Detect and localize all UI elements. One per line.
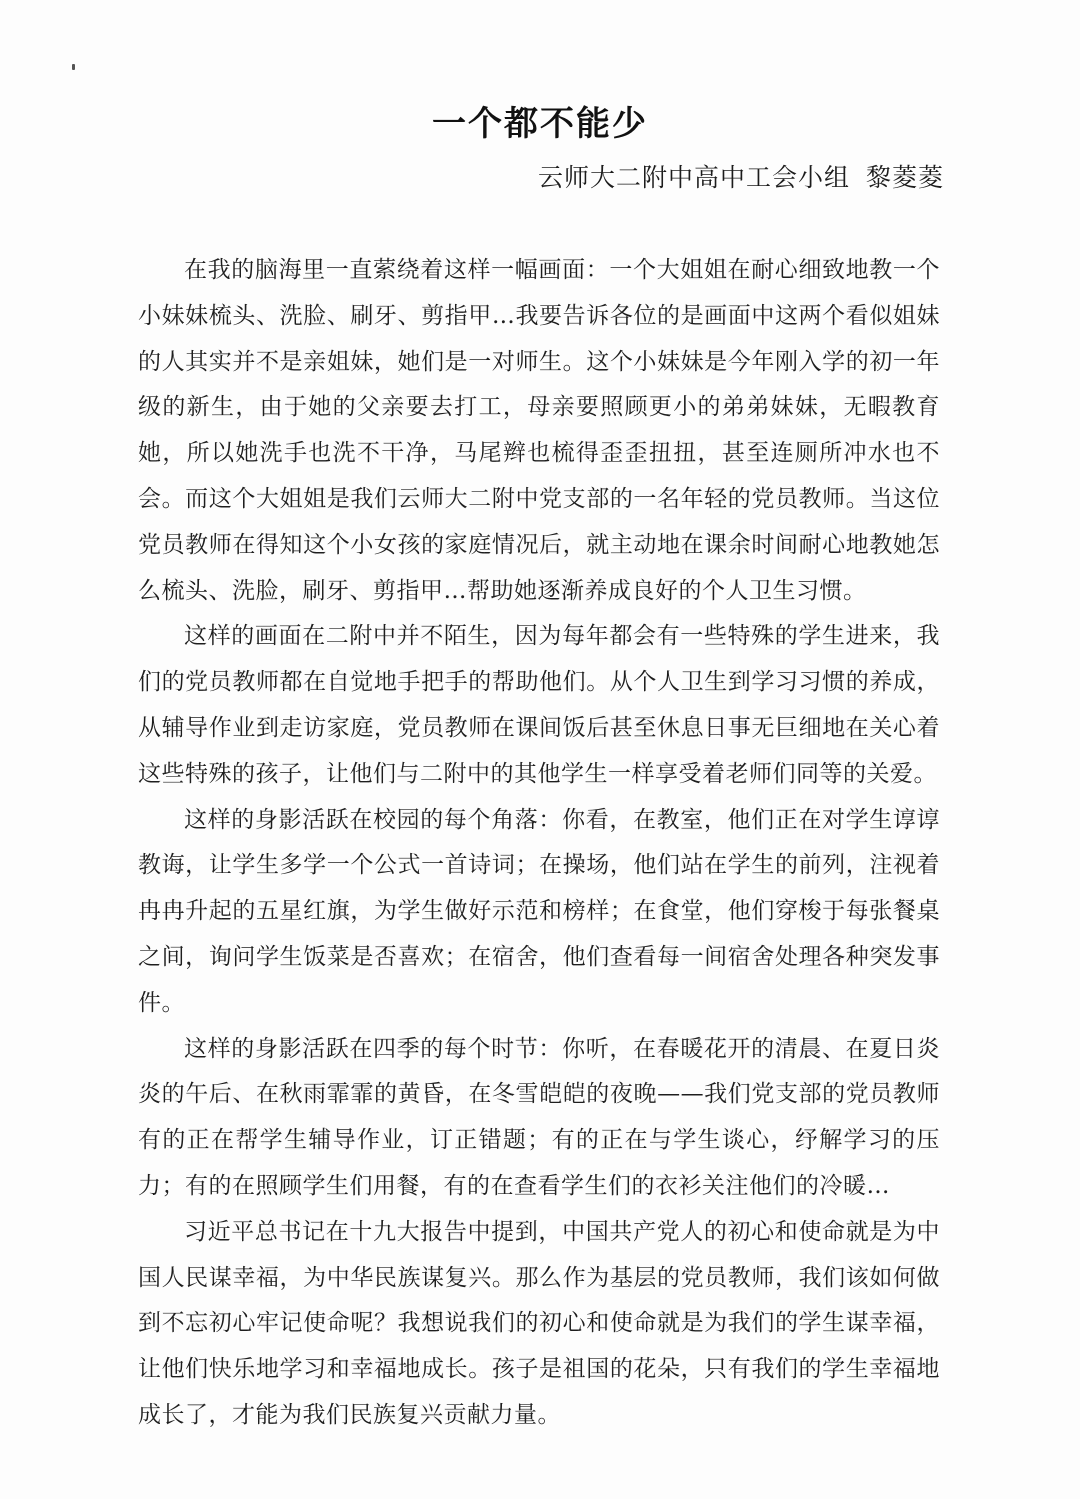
byline-organization: 云师大二附中高中工会小组 — [537, 163, 850, 192]
scan-speck — [72, 64, 75, 70]
byline — [538, 158, 944, 194]
article-body — [138, 248, 940, 1439]
document-title: 一个都不能少 — [432, 104, 648, 144]
paragraph: 这样的身影活跃在四季的每个时节：你听，在春暖花开的清晨、在夏日炎炎的午后、在秋雨霏霏的黄昏，在冬雪皑皑的夜晚——我们党支部的党员教师有的正在帮学生辅导作业，订正错题；有的正在与学生谈心，纾解学习的压力；有的在照顾学生们用餐，有的在查看学生们的衣衫关注他们的冷暖… — [138, 1035, 940, 1199]
paragraph: 习近平总书记在十九大报告中提到，中国共产党人的初心和使命就是为中国人民谋幸福，为中华民族谋复兴。那么作为基层的党员教师，我们该如何做到不忘初心牢记使命呢？我想说我们的初心和使命就是为我们的学生谋幸福，让他们快乐地学习和幸福地成长。孩子是祖国的花朵，只有我们的学生幸福地成长了，才能为我们民族复兴贡献力量。 — [138, 1218, 940, 1428]
paragraph: 在我的脑海里一直萦绕着这样一幅画面：一个大姐姐在耐心细致地教一个小妹妹梳头、洗脸、刷牙、剪指甲…我要告诉各位的是画面中这两个看似姐妹的人其实并不是亲姐妹，她们是一对师生。这个小妹妹是今年刚入学的初一年级的新生，由于她的父亲要去打工，母亲要照顾更小的弟弟妹妹，无暇教育她，所以她洗手也洗不干净，马尾辫也梳得歪歪扭扭，甚至连厕所冲水也不会。而这个大姐姐是我们云师大二附中党支部的一名年轻的党员教师。当这位党员教师在得知这个小女孩的家庭情况后，就主动地在课余时间耐心地教她怎么梳头、洗脸，刷牙、剪指甲…帮助她逐渐养成良好的个人卫生习惯。 — [138, 257, 940, 604]
byline-author: 黎菱菱 — [865, 163, 944, 192]
paragraph: 这样的画面在二附中并不陌生，因为每年都会有一些特殊的学生进来，我们的党员教师都在自觉地手把手的帮助他们。从个人卫生到学习习惯的养成，从辅导作业到走访家庭，党员教师在课间饭后甚至休息日事无巨细地在关心着这些特殊的孩子，让他们与二附中的其他学生一样享受着老师们同等的关爱。 — [138, 623, 940, 787]
paragraph: 这样的身影活跃在校园的每个角落：你看，在教室，他们正在对学生谆谆教诲，让学生多学一个公式一首诗词；在操场，他们站在学生的前列，注视着冉冉升起的五星红旗，为学生做好示范和榜样；在食堂，他们穿梭于每张餐桌之间，询问学生饭菜是否喜欢；在宿舍，他们查看每一间宿舍处理各种突发事件。 — [138, 806, 940, 1016]
